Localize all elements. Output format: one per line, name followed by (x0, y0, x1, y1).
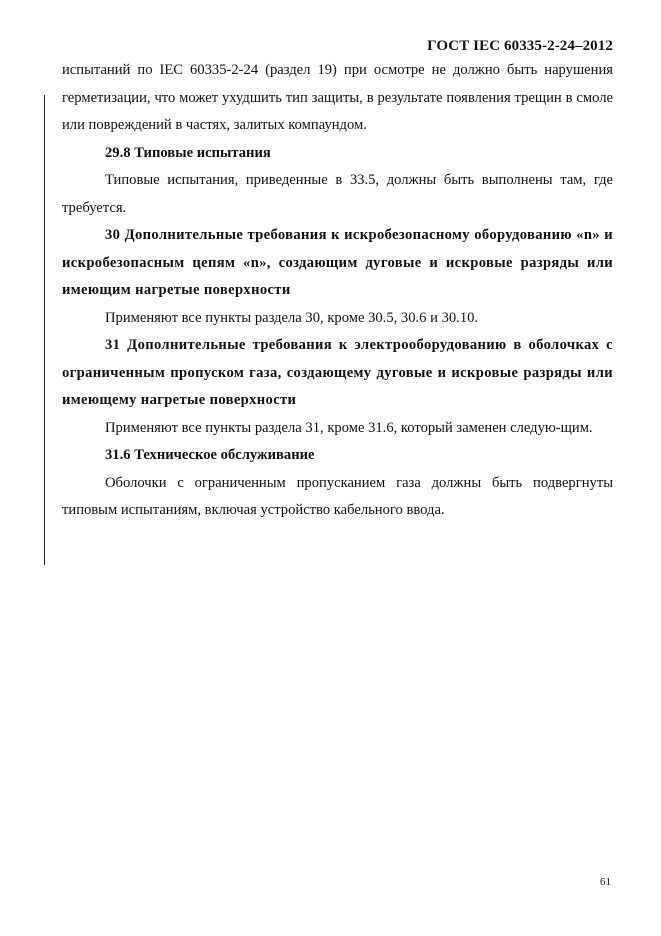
paragraph-31: Применяют все пункты раздела 31, кроме 31.6, который заменен следую-щим. (105, 419, 593, 436)
change-bar (44, 95, 45, 565)
heading-30: 30 Дополнительные требования к искробезопасному оборудованию «n» и искробезопасным цепям «n», создающим дуговые и искровые разряды или имеющим нагретые поверхности (62, 227, 613, 298)
heading-31: 31 Дополнительные требования к электрооборудованию в оболочках с ограниченным пропуском газа, создающему дуговые и искровые разряды или имеющему нагретые поверхности (62, 337, 613, 408)
paragraph-continuation: испытаний по IEC 60335-2-24 (раздел 19) при осмотре не должно быть нарушения герметизации, что может ухудшить тип защиты, в результате появления трещин в смоле или повреждений в частях, залитых компаундом. (62, 62, 613, 133)
document-code-header: ГОСТ IEC 60335-2-24–2012 (427, 38, 613, 54)
heading-29-8: 29.8 Типовые испытания (105, 144, 271, 161)
heading-31-6: 31.6 Техническое обслуживание (105, 447, 315, 463)
paragraph-30: Применяют все пункты раздела 30, кроме 30.5, 30.6 и 30.10. (105, 309, 479, 326)
paragraph-31-6: Оболочки с ограниченным пропусканием газа должны быть подвергнуты типовым испытаниям, включая устройство кабельного ввода. (62, 474, 613, 518)
paragraph-29-8: Типовые испытания, приведенные в 33.5, должны быть выполнены там, где требуется. (62, 172, 613, 216)
page-number: 61 (600, 876, 611, 888)
document-body (62, 57, 613, 525)
